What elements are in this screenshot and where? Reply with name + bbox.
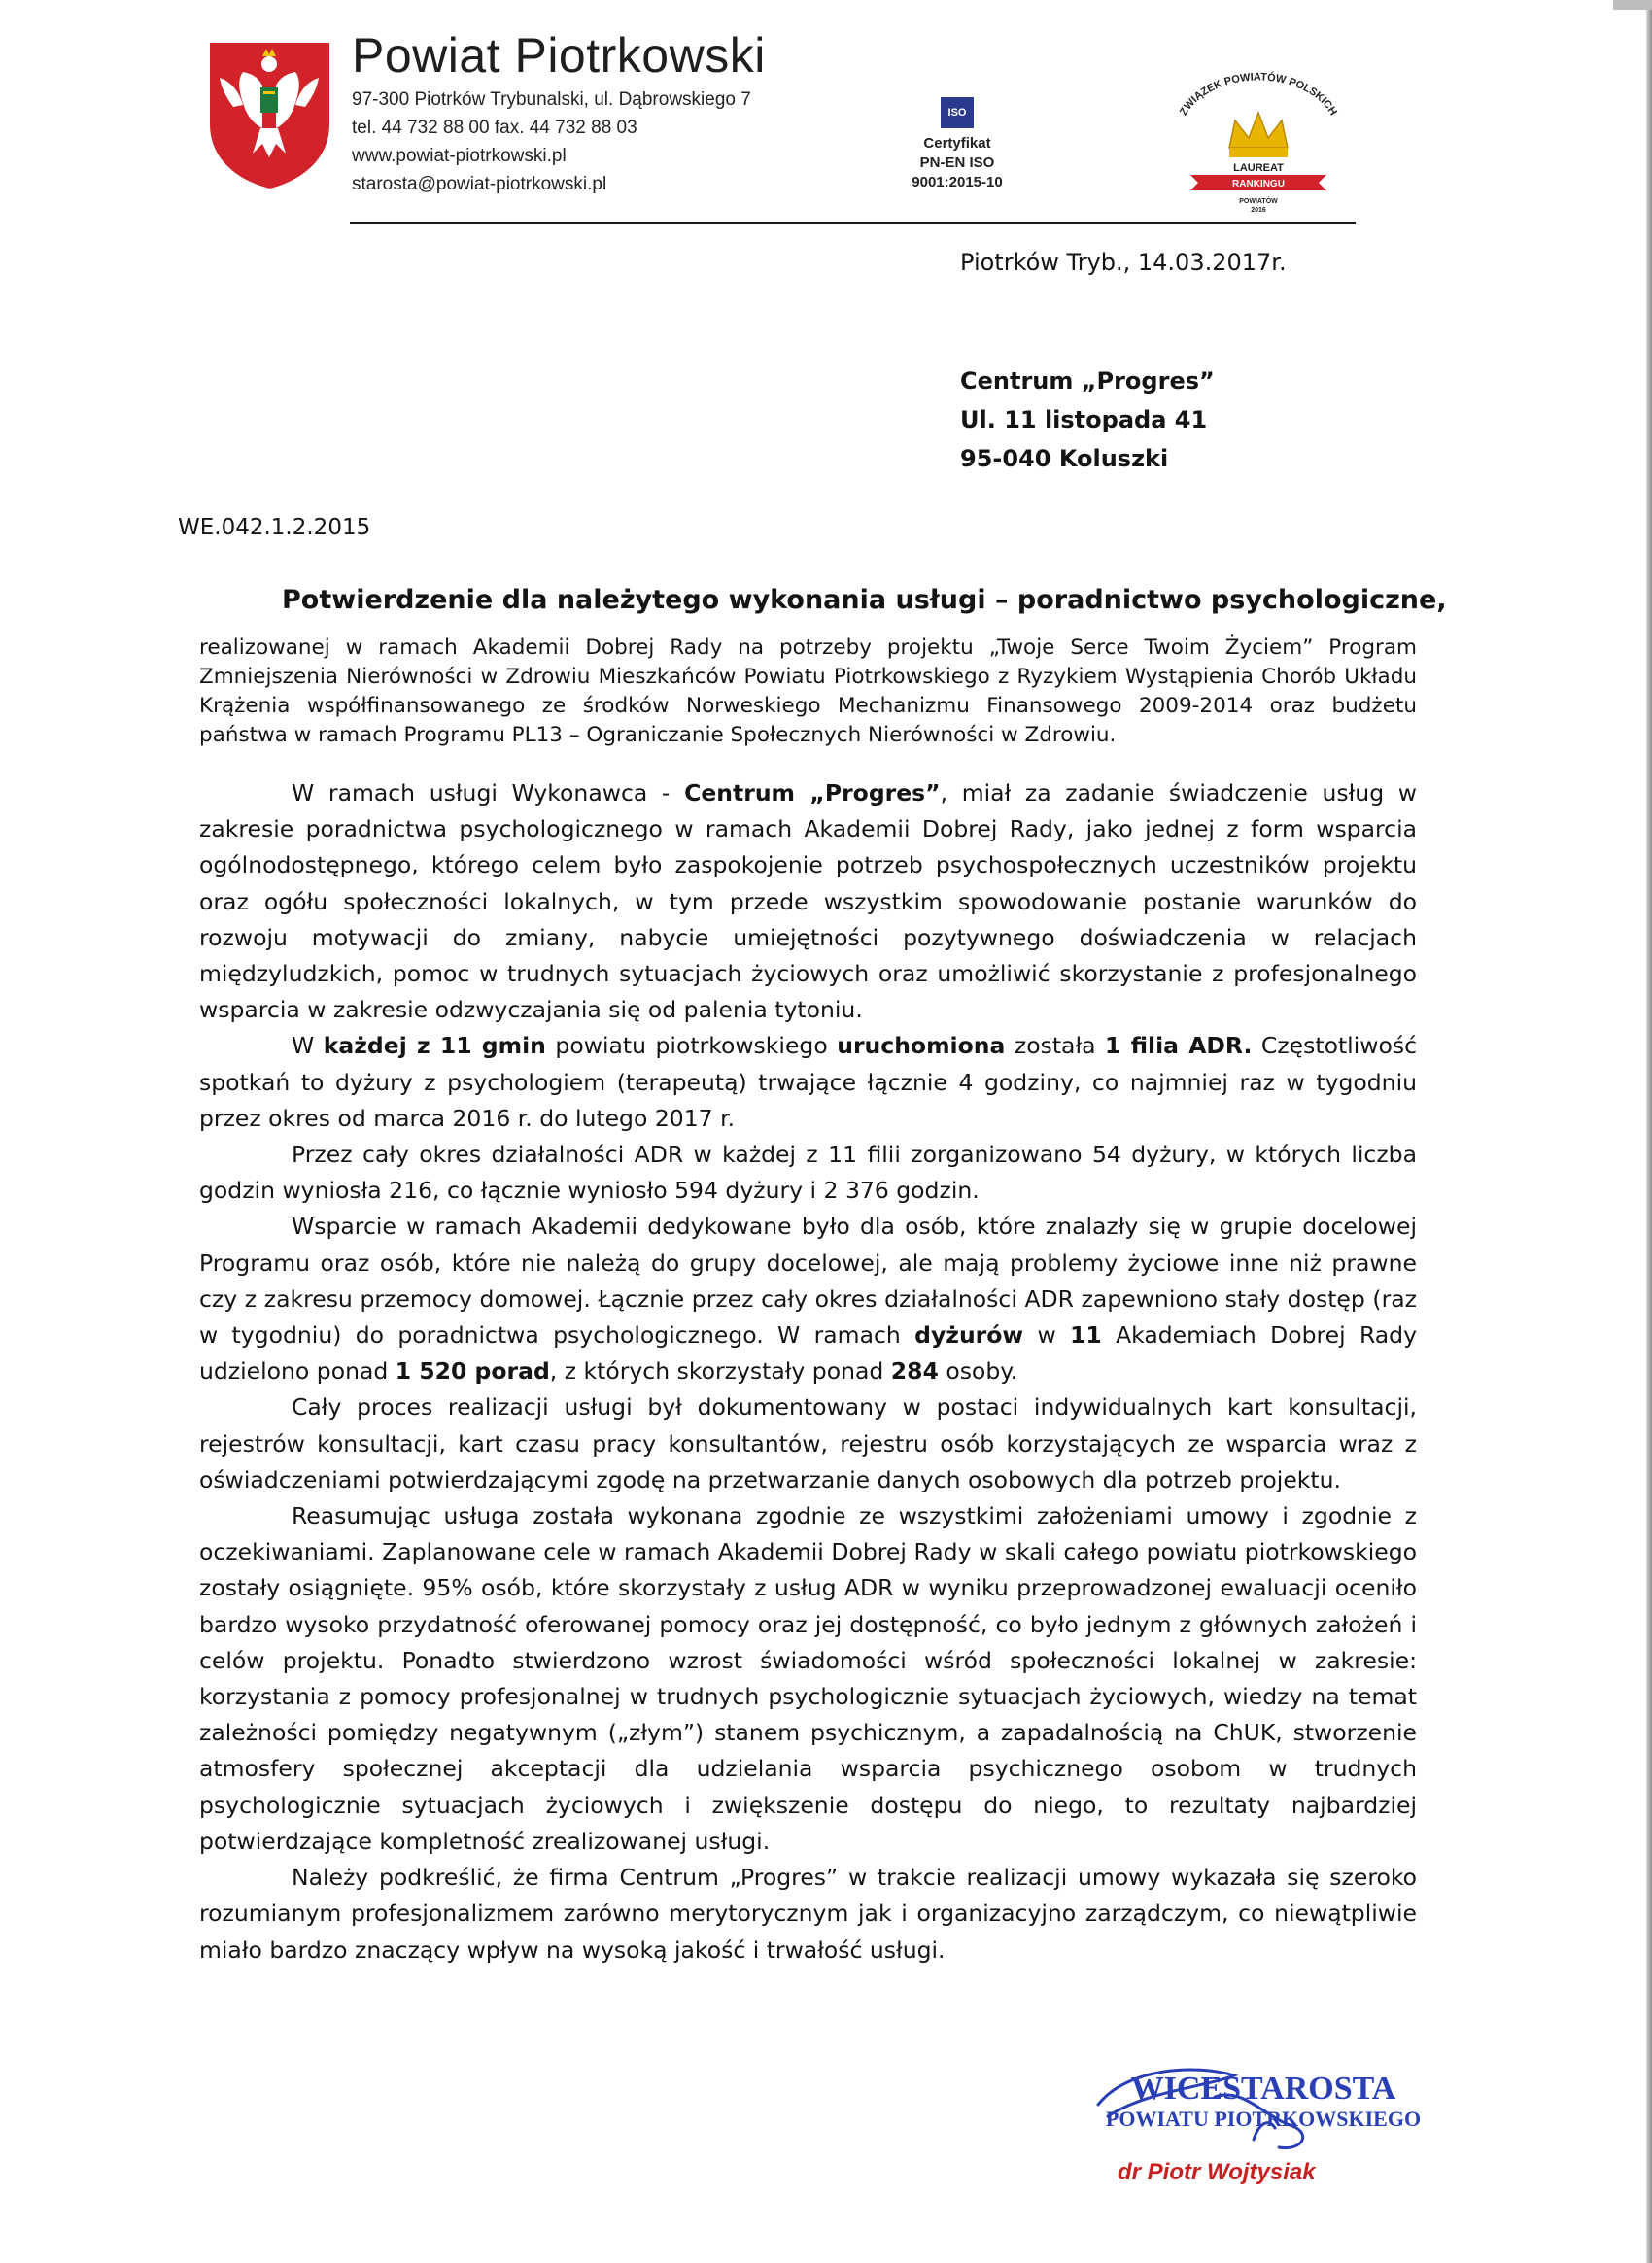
iso-line-2: PN-EN ISO: [919, 154, 995, 171]
office-address: 97-300 Piotrków Trybunalski, ul. Dąbrowskiego 7: [352, 89, 751, 110]
p2-bold-3: 1 filia ADR.: [1105, 1032, 1253, 1060]
paragraph-2: [199, 1028, 1417, 1137]
p2-text-b: powiatu piotrkowskiego: [545, 1032, 838, 1060]
iso-certificate: [894, 97, 1020, 192]
paragraph-1: [199, 775, 1417, 1028]
stamp-line-1: WICESTAROSTA: [1130, 2071, 1396, 2107]
paragraph-5: Cały proces realizacji usługi był dokumentowany w postaci indywidualnych kart konsultacji, rejestrów konsultacji, kart czasu pracy konsultantów, rejestru osób korzystających ze wsparcia wraz z oświadczeniami potwierdzającymi zgodę na przetwarzanie danych osobowych dla potrzeb projektu.: [199, 1393, 1417, 1493]
addressee-name: Centrum „Progres”: [960, 367, 1215, 394]
paragraph-7: Należy podkreślić, że firma Centrum „Progres” w trakcie realizacji umowy wykazała się szeroko rozumianym profesjonalizmem zarówno merytorycznym jak i organizacyjno zarządczym, co niewątpliwie miało bardzo znaczący wpływ na wysoką jakość i trwałość usługi.: [199, 1864, 1417, 1964]
addressee-block: [960, 361, 1215, 478]
p4-bold-4: 284: [890, 1357, 939, 1386]
p1-text-a: W ramach usługi Wykonawca -: [292, 779, 685, 806]
iso-certificate-icon: ISO: [941, 97, 974, 128]
paragraph-6: Reasumując usługa została wykonana zgodnie ze wszystkimi założeniami umowy i zgodnie z oczekiwaniami. Zaplanowane cele w ramach Akademii Dobrej Rady w skali całego powiatu piotrkowskiego zostały osiągnięte. 95% osób, które skorzystały z usług ADR w wyniku przeprowadzonej ewaluacji oceniło bardzo wysoko przydatność oferowanej pomocy oraz jej dostępność, co było jednym z głównych założeń i celów projektu. Ponadto stwierdzono wzrost świadomości wśród społeczności lokalnej w zakresie: korzystania z pomocy profesjonalnej w trudnych psychologicznie sytuacjach życiowych, wiedzy na temat zależności pomiędzy negatywnym („złym”) stanem psychicznym, a zapadalnością na ChUK, stworzenie atmosfery społecznej akceptacji dla udzielania wsparcia psychicznego osobom w trudnych psychologicznie sytuacjach życiowych i zwiększenie dostępu do niego, to rezultaty najbardziej potwierdzające kompletność zrealizowanej usługi.: [199, 1502, 1417, 1855]
p4-text-d: , z których skorzystały ponad: [549, 1357, 891, 1386]
award-ribbon: RANKINGU: [1232, 179, 1285, 189]
office-phone-fax: tel. 44 732 88 00 fax. 44 732 88 03: [352, 118, 637, 138]
letter-date: Piotrków Tryb., 14.03.2017r.: [960, 249, 1287, 276]
p2-text-d: Częstotliwość spotkań to dyżury z psychologiem (terapeutą) trwające łącznie 4 godziny, co najmniej raz w tygodniu przez okres od marca 2016 r. do lutego 2017 r.: [199, 1032, 1417, 1132]
p4-text-e: osoby.: [938, 1357, 1018, 1386]
scan-edge-top: [1613, 0, 1652, 10]
svg-text:ZWIĄZEK POWIATÓW POLSKICH: [1178, 71, 1339, 118]
office-name: Powiat Piotrkowski: [352, 28, 766, 83]
header-divider: [350, 222, 1356, 224]
addressee-city: 95-040 Koluszki: [960, 445, 1169, 472]
subject-title: Potwierdzenie dla należytego wykonania usługi – poradnictwo psychologiczne,: [282, 585, 1447, 615]
award-arc-text: ZWIĄZEK POWIATÓW POLSKICH: [1177, 71, 1340, 118]
iso-line-3: 9001:2015-10: [912, 174, 1003, 190]
award-sub: POWIATÓW: [1239, 198, 1278, 205]
stamp-line-2: POWIATU PIOTRKOWSKIEGO: [1105, 2107, 1422, 2131]
award-laureat: LAUREAT: [1233, 162, 1284, 174]
scan-edge: [1646, 0, 1652, 2263]
paragraph-4: [199, 1209, 1417, 1389]
office-email: starosta@powiat-piotrkowski.pl: [352, 174, 607, 194]
signatory-name: dr Piotr Wojtysiak: [1118, 2159, 1316, 2185]
p1-text-b: , miał za zadanie świadczenie usług w zakresie poradnictwa psychologicznego w ramach Akademii Dobrej Rady, jako jednej z form wsparcia ogólnodostępnego, którego celem było zaspokojenie potrzeb psychospołecznych uczestników projektu oraz ogółu społeczności lokalnych, w tym przede wszystkim spowodowanie postanie warunków do rozwoju motywacji do zmiany, nabycie umiejętności pozytywnego doświadczenia w relacjach międzyludzkich, pomoc w trudnych sytuacjach życiowych oraz umożliwić skorzystanie z profesjonalnego wsparcia w zakresie odzwyczajania się od palenia tytoniu.: [199, 779, 1417, 1024]
paragraph-3: Przez cały okres działalności ADR w każdej z 11 filii zorganizowano 54 dyżury, w których liczba godzin wyniosła 216, co łącznie wyniosło 594 dyżury i 2 376 godzin.: [199, 1141, 1417, 1205]
p2-text-c: została: [1005, 1032, 1106, 1060]
p2-text-a: W: [292, 1032, 324, 1060]
iso-line-1: Certyfikat: [923, 135, 991, 152]
addressee-street: Ul. 11 listopada 41: [960, 406, 1208, 433]
subject-description: realizowanej w ramach Akademii Dobrej Rady na potrzeby projektu „Twoje Serce Twoim Życiem” Program Zmniejszenia Nierówności w Zdrowiu Mieszkańców Powiatu Piotrkowskiego z Ryzykiem Wystąpienia Chorób Układu Krążenia współfinansowanego ze środków Norweskiego Mechanizmu Finansowego 2009-2014 oraz budżetu państwa w ramach Programu PL13 – Ograniczanie Społecznych Nierówności w Zdrowiu.: [199, 635, 1417, 747]
p4-bold-2: 11: [1070, 1321, 1102, 1350]
p2-bold-2: uruchomiona: [837, 1032, 1006, 1060]
award-crown-icon: [1161, 64, 1356, 220]
p2-bold-1: każdej z 11 gmin: [323, 1032, 546, 1060]
p4-text-c: Akademiach Dobrej Rady udzielono ponad: [199, 1321, 1417, 1386]
p4-text-a: Wsparcie w ramach Akademii dedykowane było dla osób, które znalazły się w grupie docelowej Programu oraz osób, które nie należą do grupy docelowej, ale mają problemy życiowe inne niż prawne czy z zakresu przemocy domowej. Łącznie przez cały okres działalności ADR zapewniono stały dostęp (raz w tygodniu) do poradnictwa psychologicznego. W ramach: [199, 1213, 1417, 1350]
award-year: 2016: [1251, 207, 1266, 214]
p1-bold: Centrum „Progres”: [684, 779, 941, 806]
p4-bold-1: dyżurów: [914, 1321, 1024, 1350]
contact-block: [352, 86, 751, 198]
office-website: www.powiat-piotrkowski.pl: [352, 146, 567, 166]
p4-text-b: w: [1023, 1321, 1071, 1350]
letter-body: [199, 775, 1417, 1969]
coat-of-arms-icon: [204, 35, 335, 190]
reference-number: WE.042.1.2.2015: [178, 515, 371, 540]
p4-bold-3: 1 520 porad: [395, 1357, 550, 1386]
